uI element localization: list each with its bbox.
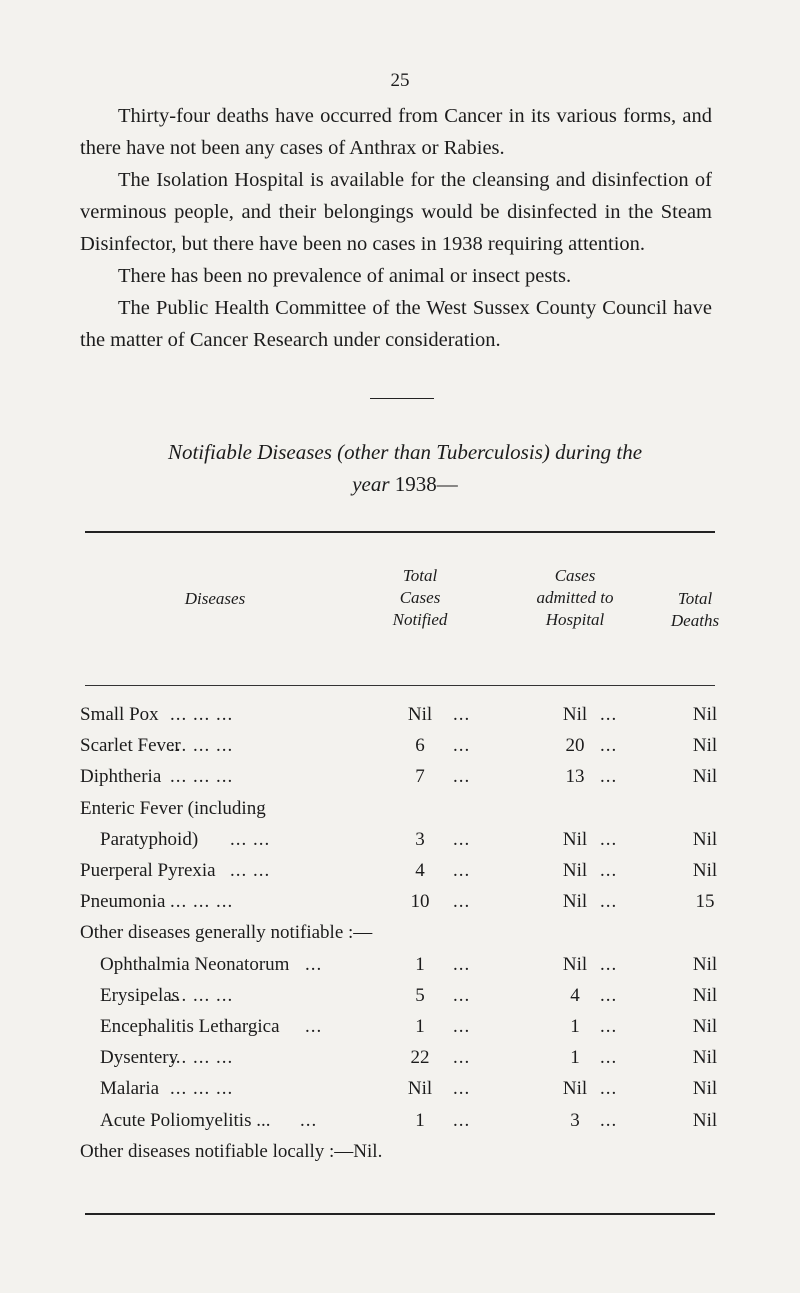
cases-admitted-cell: 1 bbox=[570, 1047, 580, 1069]
leader-dots: ... bbox=[453, 704, 471, 725]
total-deaths-cell: Nil bbox=[692, 1078, 718, 1100]
table-row bbox=[0, 887, 800, 917]
cases-notified-cell: 10 bbox=[410, 891, 430, 913]
cases-notified-cell: 5 bbox=[415, 984, 425, 1006]
leader-dots: ... bbox=[600, 1078, 618, 1100]
table-row bbox=[0, 1074, 800, 1104]
leader-dots: ... bbox=[453, 1047, 471, 1069]
total-deaths-cell: Nil bbox=[692, 1047, 718, 1069]
cases-notified-cell: 22 bbox=[410, 1047, 430, 1069]
leader-dots: ... ... ... bbox=[170, 735, 234, 757]
leader-dots: ... bbox=[600, 1109, 618, 1131]
cases-notified-cell: 4 bbox=[415, 860, 425, 881]
cases-notified-cell: 1 bbox=[415, 953, 425, 975]
leader-dots: ... bbox=[600, 828, 618, 850]
leader-dots: ... bbox=[600, 891, 618, 913]
leader-dots: ... bbox=[453, 1109, 471, 1131]
total-deaths-cell: Nil bbox=[692, 953, 718, 975]
leader-dots: ... bbox=[600, 735, 618, 757]
column-header-total-cases-notified: Total Cases Notified bbox=[392, 566, 448, 629]
leader-dots: ... bbox=[453, 828, 471, 850]
table-row bbox=[0, 918, 800, 948]
leader-dots: ... bbox=[453, 766, 471, 788]
total-deaths-cell: Nil bbox=[692, 735, 718, 757]
cases-admitted-cell: Nil bbox=[562, 891, 588, 913]
table-caption: Notifiable Diseases (other than Tuberculosis) during the bbox=[167, 440, 643, 464]
leader-dots: ... ... ... bbox=[170, 1078, 234, 1100]
leader-dots: ... ... bbox=[230, 860, 271, 881]
cases-notified-cell: 7 bbox=[415, 766, 425, 788]
leader-dots: ... bbox=[600, 704, 618, 725]
column-header-cases-admitted: Cases admitted to Hospital bbox=[536, 566, 614, 629]
leader-dots: ... ... ... bbox=[170, 766, 234, 788]
disease-label: Acute Poliomyelitis ... bbox=[100, 1109, 271, 1131]
total-deaths-cell: Nil bbox=[692, 1109, 718, 1131]
disease-label: Small Pox bbox=[80, 704, 159, 725]
disease-label: Other diseases notifiable locally :—Nil. bbox=[80, 1140, 383, 1162]
leader-dots: ... ... ... bbox=[170, 891, 234, 913]
table-caption-line-2: year 1938— bbox=[352, 472, 458, 496]
leader-dots: ... bbox=[600, 1047, 618, 1069]
table-row bbox=[0, 794, 800, 824]
cases-admitted-cell: Nil bbox=[562, 1078, 588, 1100]
disease-label: Dysentery bbox=[100, 1047, 179, 1069]
leader-dots: ... bbox=[453, 860, 471, 881]
leader-dots: ... bbox=[305, 953, 323, 975]
table-row bbox=[0, 981, 800, 1011]
total-deaths-cell: Nil bbox=[692, 766, 718, 788]
total-deaths-cell: Nil bbox=[692, 704, 718, 725]
paragraph-cancer: Thirty-four deaths have occurred from Cancer in its various forms, and there have not been any cases of Anthrax or Rabies. bbox=[80, 105, 712, 159]
disease-label: Malaria bbox=[100, 1078, 160, 1100]
cases-admitted-cell: Nil bbox=[562, 953, 588, 975]
cases-notified-cell: 1 bbox=[415, 1109, 425, 1131]
column-header-diseases: Diseases bbox=[184, 589, 246, 608]
table-bottom-rule bbox=[85, 1213, 715, 1215]
cases-admitted-cell: Nil bbox=[562, 704, 588, 725]
leader-dots: ... ... bbox=[230, 828, 271, 850]
table-row bbox=[0, 825, 800, 855]
table-row bbox=[0, 1012, 800, 1042]
total-deaths-cell: Nil bbox=[692, 860, 718, 881]
leader-dots: ... bbox=[600, 860, 618, 881]
table-row bbox=[0, 1137, 800, 1167]
total-deaths-cell: 15 bbox=[695, 891, 715, 913]
disease-label: Ophthalmia Neonatorum bbox=[100, 953, 290, 975]
table-row bbox=[0, 950, 800, 980]
cases-admitted-cell: 1 bbox=[570, 1016, 580, 1037]
cases-notified-cell: 3 bbox=[415, 828, 425, 850]
disease-label: Enteric Fever (including bbox=[80, 797, 266, 819]
table-row bbox=[0, 1106, 800, 1136]
leader-dots: ... bbox=[453, 735, 471, 757]
leader-dots: ... ... ... bbox=[170, 1047, 234, 1069]
leader-dots: ... bbox=[453, 1078, 471, 1100]
table-row bbox=[0, 700, 800, 730]
disease-label: Scarlet Fever bbox=[80, 735, 181, 757]
disease-label: Puerperal Pyrexia bbox=[80, 860, 216, 881]
cases-admitted-cell: Nil bbox=[562, 860, 588, 881]
cases-notified-cell: 1 bbox=[415, 1016, 425, 1037]
cases-admitted-cell: 4 bbox=[570, 984, 580, 1006]
total-deaths-cell: Nil bbox=[692, 828, 718, 850]
leader-dots: ... bbox=[453, 984, 471, 1006]
disease-label: Encephalitis Lethargica bbox=[100, 1016, 280, 1037]
leader-dots: ... bbox=[300, 1109, 318, 1131]
leader-dots: ... bbox=[600, 766, 618, 788]
leader-dots: ... ... ... bbox=[170, 704, 234, 725]
leader-dots: ... bbox=[600, 1016, 618, 1037]
leader-dots: ... bbox=[600, 984, 618, 1006]
cases-notified-cell: 6 bbox=[415, 735, 425, 757]
disease-label: Paratyphoid) bbox=[100, 828, 199, 850]
disease-label: Diphtheria bbox=[80, 766, 162, 788]
cases-admitted-cell: Nil bbox=[562, 828, 588, 850]
cases-admitted-cell: 13 bbox=[565, 766, 585, 788]
cases-notified-cell: Nil bbox=[407, 1078, 433, 1100]
disease-label: Erysipelas bbox=[100, 984, 180, 1006]
leader-dots: ... bbox=[453, 953, 471, 975]
cases-admitted-cell: 3 bbox=[570, 1109, 580, 1131]
table-row bbox=[0, 762, 800, 792]
disease-label: Pneumonia bbox=[80, 891, 166, 913]
total-deaths-cell: Nil bbox=[692, 1016, 718, 1037]
leader-dots: ... bbox=[600, 953, 618, 975]
leader-dots: ... bbox=[453, 1016, 471, 1037]
total-deaths-cell: Nil bbox=[692, 984, 718, 1006]
disease-label: Other diseases generally notifiable :— bbox=[80, 922, 373, 944]
table-row bbox=[0, 856, 800, 886]
table-row bbox=[0, 731, 800, 761]
column-header-total-deaths: Total Deaths bbox=[670, 589, 720, 630]
paragraph-cancer-research: The Public Health Committee of the West Sussex County Council have the matter of Cancer Research under consideration. bbox=[80, 297, 712, 351]
cases-notified-cell: Nil bbox=[407, 704, 433, 725]
leader-dots: ... ... ... bbox=[170, 984, 234, 1006]
section-divider bbox=[370, 398, 434, 399]
page-number: 25 bbox=[390, 70, 410, 91]
leader-dots: ... bbox=[305, 1016, 323, 1037]
table-top-rule bbox=[85, 531, 715, 533]
cases-admitted-cell: 20 bbox=[565, 735, 585, 757]
leader-dots: ... bbox=[453, 891, 471, 913]
paragraph-pests: There has been no prevalence of animal or insect pests. bbox=[118, 265, 572, 287]
table-row bbox=[0, 1043, 800, 1073]
table-header-rule bbox=[85, 685, 715, 686]
paragraph-isolation-hospital: The Isolation Hospital is available for the cleansing and disinfection of verminous people, and their belongings would be disinfected in the Steam Disinfector, but there have been no cases in 1938 requiring attention. bbox=[80, 169, 712, 255]
